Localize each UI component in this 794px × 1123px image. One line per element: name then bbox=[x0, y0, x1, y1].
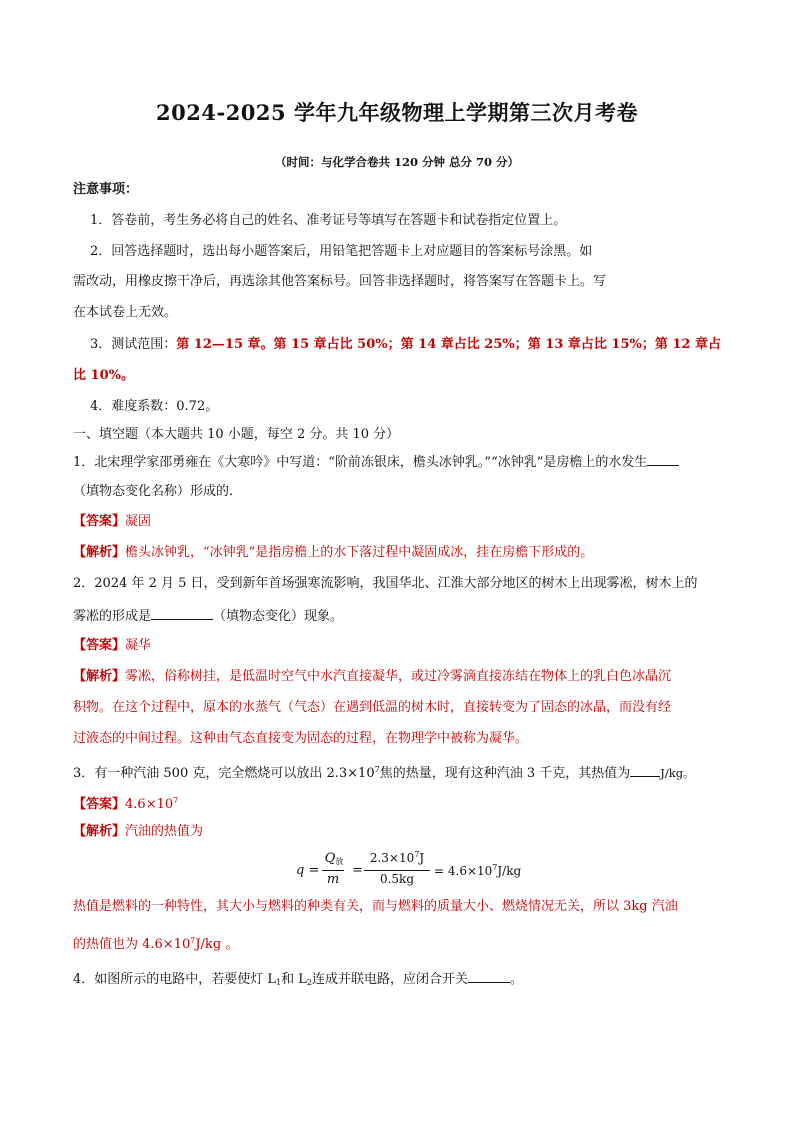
heat-value-formula bbox=[296, 851, 526, 891]
analysis-text: 汽油的热值为 bbox=[125, 824, 204, 839]
answer-value: 4.6×10 bbox=[125, 797, 174, 812]
notice-heading: 注意事项： bbox=[73, 182, 139, 197]
question-3-text-b: 焦的热量，现有这种汽油 3 千克，其热值为 bbox=[379, 766, 631, 781]
analysis-text: 雾凇，俗称树挂，是低温时空气中水汽直接凝华，或过冷雾滴直接冻结在物体上的乳白色冰晶沉 bbox=[125, 669, 672, 684]
notice-item-2-line-3: 在本试卷上无效。 bbox=[73, 305, 178, 320]
question-1-answer bbox=[73, 512, 151, 532]
question-2-analysis-line-3: 过液态的中间过程。这种由气态直接变为固态的过程，在物理学中被称为凝华。 bbox=[73, 731, 529, 746]
answer-blank bbox=[630, 762, 660, 777]
answer-value: 凝固 bbox=[125, 514, 152, 529]
answer-label: 【答案】 bbox=[73, 514, 126, 529]
notice-item-2-line-1: 2．回答选择题时，选出每小题答案后，用铅笔把答题卡上对应题目的答案标号涂黑。如 bbox=[90, 244, 593, 259]
question-3-answer bbox=[73, 791, 178, 815]
question-2-text-b: （填物态变化）现象。 bbox=[213, 609, 344, 624]
formula-result: = $4.6\times 10^7J/kg$ bbox=[434, 863, 522, 878]
question-1-analysis bbox=[73, 543, 593, 563]
analysis-label: 【解析】 bbox=[73, 824, 126, 839]
formula-lhs: q = bbox=[296, 863, 320, 878]
analysis-label: 【解析】 bbox=[73, 669, 126, 684]
question-1-line-1 bbox=[73, 451, 679, 473]
formula-num-1: $Q_放$ bbox=[324, 851, 344, 866]
unit: J/kg。 bbox=[660, 766, 695, 780]
notice-item-2-line-2: 需改动，用橡皮擦干净后，再选涂其他答案标号。回答非选择题时，将答案写在答题卡上。写 bbox=[73, 274, 607, 289]
formula-num-2: $2.3\times 10^7J$ bbox=[369, 850, 425, 865]
notice-item-4: 4．难度系数：0.72。 bbox=[90, 399, 219, 414]
question-2-answer bbox=[73, 636, 151, 656]
notice-item-1: 1．答卷前，考生务必将自己的姓名、准考证号等填写在答题卡和试卷指定位置上。 bbox=[90, 213, 567, 228]
question-3-conclusion-line-1: 热值是燃料的一种特性，其大小与燃料的种类有关，而与燃料的质量大小、燃烧情况无关，所以 3kg 汽油 bbox=[73, 899, 678, 914]
question-3-conclusion-line-2: 的热值也为 $4.6\times 10^7J/kg$ 。 bbox=[73, 936, 239, 952]
page-subtitle: （时间：与化学合卷共 120 分钟 总分 70 分） bbox=[274, 155, 520, 169]
formula-equals: = bbox=[352, 863, 363, 878]
question-2-line-2 bbox=[73, 605, 343, 627]
answer-value: 凝华 bbox=[125, 638, 152, 653]
exponent: 7 bbox=[190, 936, 196, 945]
answer-label: 【答案】 bbox=[73, 638, 126, 653]
page-title: 2024-2025 学年九年级物理上学期第三次月考卷 bbox=[156, 100, 638, 125]
exponent: 7 bbox=[173, 796, 179, 805]
analysis-text: 檐头冰钟乳，“冰钟乳”是指房檐上的水下落过程中凝固成冰，挂在房檐下形成的。 bbox=[125, 545, 594, 560]
question-4-line-1: 4．如图所示的电路中，若要使灯 $L_1$和 $L_2$连成并联电路，应闭合开关 。 bbox=[73, 968, 523, 993]
section-heading-fill-in: 一、填空题（本大题共 10 小题，每空 2 分。共 10 分） bbox=[73, 427, 400, 442]
notice-item-3-prefix: 3．测试范围： bbox=[90, 337, 177, 352]
exponent: 7 bbox=[374, 765, 380, 774]
test-scope: 第 12—15 章。第 15 章占比 50%；第 14 章占比 25%；第 13 章占比 15%；第 12 章占 bbox=[176, 337, 721, 352]
analysis-label: 【解析】 bbox=[73, 545, 126, 560]
question-3-line-1 bbox=[73, 760, 695, 784]
answer-label: 【答案】 bbox=[73, 797, 126, 812]
question-2-text-a: 雾凇的形成是 bbox=[73, 609, 152, 624]
question-3-analysis-intro bbox=[73, 822, 203, 842]
answer-blank bbox=[468, 968, 510, 983]
fraction-bar bbox=[322, 870, 344, 871]
notice-item-3-line-2: 比 10%。 bbox=[73, 368, 134, 383]
answer-blank bbox=[151, 605, 213, 620]
question-1-text: 1．北宋理学家邵勇雍在《大寒吟》中写道：“阶前冻银床，檐头冰钟乳。”“冰钟乳”是房檐上的水发生 bbox=[73, 455, 648, 470]
fraction-bar bbox=[364, 870, 430, 871]
question-2-line-1: 2．2024 年 2 月 5 日，受到新年首场强寒流影响，我国华北、江淮大部分地区的树木上出现雾凇，树木上的 bbox=[73, 576, 698, 591]
question-2-analysis-line-1 bbox=[73, 667, 671, 687]
formula-den-1: m bbox=[326, 872, 340, 887]
question-2-analysis-line-2: 积物。在这个过程中，原本的水蒸气（气态）在遇到低温的树木时，直接转变为了固态的冰晶，而没有经 bbox=[73, 700, 672, 715]
question-3-text-a: 3．有一种汽油 500 克，完全燃烧可以放出 2.3×10 bbox=[73, 766, 375, 781]
notice-item-3-line-1 bbox=[90, 335, 721, 355]
formula-den-2: 0.5kg bbox=[379, 872, 415, 886]
answer-blank bbox=[647, 451, 679, 466]
question-1-line-2: （填物态变化名称）形成的． bbox=[73, 484, 243, 499]
